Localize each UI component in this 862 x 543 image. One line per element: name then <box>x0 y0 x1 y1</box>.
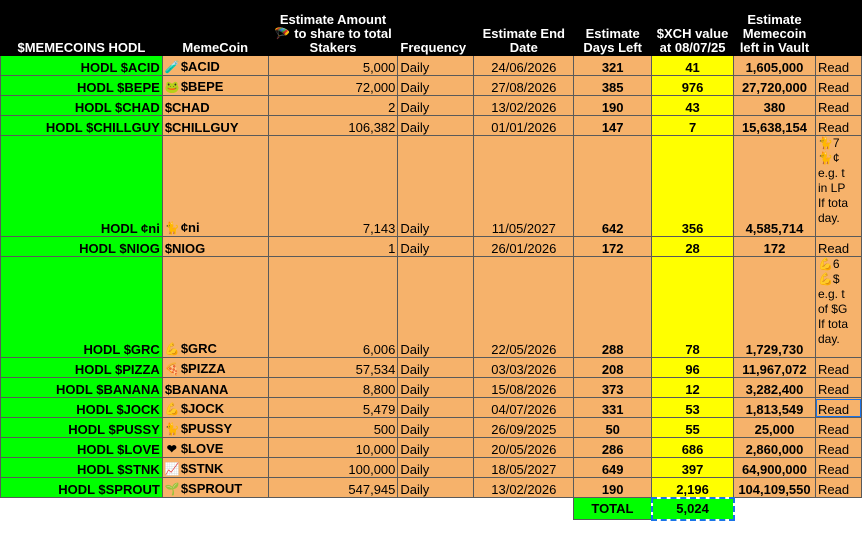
memecoin-cell[interactable] <box>162 478 268 498</box>
heart-icon: ❤ <box>166 442 177 456</box>
memecoin-cell[interactable] <box>162 116 268 136</box>
cat-icon: 🐈 <box>817 151 833 165</box>
note-text: $ <box>832 272 840 286</box>
header-hodl[interactable]: $MEMECOINS HODL <box>1 1 163 56</box>
notes-cell[interactable]: Read <box>815 96 861 116</box>
memecoin-label: $CHAD <box>164 100 210 115</box>
amount-cell[interactable]: 8,800 <box>268 378 398 398</box>
end-date-cell[interactable]: 13/02/2026 <box>474 478 574 498</box>
xch-value-cell[interactable]: 43 <box>652 96 734 116</box>
hodl-cell[interactable]: HODL $NIOG <box>1 237 163 257</box>
hodl-cell[interactable]: HODL $BEPE <box>1 76 163 96</box>
end-date-cell[interactable]: 22/05/2026 <box>474 257 574 358</box>
frequency-cell[interactable]: Daily <box>398 96 474 116</box>
xch-value-cell[interactable]: 686 <box>652 438 734 458</box>
memecoin-left-cell[interactable]: 2,860,000 <box>734 438 816 458</box>
memecoin-cell[interactable] <box>162 398 268 418</box>
table-row <box>1 116 862 136</box>
memecoin-cell[interactable] <box>162 257 268 358</box>
amount-cell[interactable]: 500 <box>268 418 398 438</box>
memecoin-label: $JOCK <box>180 401 225 416</box>
hodl-cell[interactable]: HODL $BANANA <box>1 378 163 398</box>
memecoin-label: $CHILLGUY <box>164 120 239 135</box>
amount-cell[interactable]: 106,382 <box>268 116 398 136</box>
frequency-cell[interactable]: Daily <box>398 116 474 136</box>
memecoin-label: $PIZZA <box>180 361 226 376</box>
end-date-cell[interactable]: 24/06/2026 <box>474 56 574 76</box>
hodl-cell[interactable]: HODL $SPROUT <box>1 478 163 498</box>
memecoin-label: $GRC <box>180 341 217 356</box>
memecoin-left-cell[interactable]: 64,900,000 <box>734 458 816 478</box>
table-row <box>1 478 862 498</box>
memecoin-cell[interactable] <box>162 136 268 237</box>
memecoin-cell[interactable] <box>162 237 268 257</box>
memecoin-cell[interactable] <box>162 358 268 378</box>
xch-value-cell[interactable]: 976 <box>652 76 734 96</box>
table-row <box>1 96 862 116</box>
days-left-cell[interactable]: 288 <box>574 257 652 358</box>
xch-value-cell[interactable]: 78 <box>652 257 734 358</box>
frequency-cell[interactable]: Daily <box>398 237 474 257</box>
table-row <box>1 257 862 358</box>
hodl-cell[interactable]: HODL $JOCK <box>1 398 163 418</box>
frequency-cell[interactable]: Daily <box>398 418 474 438</box>
amount-cell[interactable]: 72,000 <box>268 76 398 96</box>
notes-cell[interactable] <box>815 136 861 237</box>
flexed-arm-icon: 💪 <box>164 402 180 416</box>
end-date-cell[interactable]: 13/02/2026 <box>474 96 574 116</box>
notes-cell[interactable]: Read <box>815 438 861 458</box>
memecoin-cell[interactable] <box>162 96 268 116</box>
total-value[interactable]: 5,024 <box>652 498 734 520</box>
days-left-cell[interactable]: 147 <box>574 116 652 136</box>
hodl-cell[interactable]: HODL $CHAD <box>1 96 163 116</box>
frequency-cell[interactable]: Daily <box>398 458 474 478</box>
flexed-arm-icon: 💪 <box>164 342 180 356</box>
days-left-cell[interactable]: 373 <box>574 378 652 398</box>
pizza-icon: 🍕 <box>164 362 180 376</box>
amount-cell[interactable]: 10,000 <box>268 438 398 458</box>
cat-icon: 🐈 <box>817 136 833 150</box>
notes-cell[interactable]: Read <box>815 76 861 96</box>
amount-cell[interactable]: 5,479 <box>268 398 398 418</box>
header-memecoin-left[interactable]: Estimate Memecoin left in Vault <box>734 1 816 56</box>
notes-cell[interactable]: Read <box>815 116 861 136</box>
amount-cell[interactable]: 57,534 <box>268 358 398 378</box>
end-date-cell[interactable]: 01/01/2026 <box>474 116 574 136</box>
notes-cell[interactable]: Read <box>815 56 861 76</box>
hodl-cell[interactable]: HODL $ACID <box>1 56 163 76</box>
xch-value-cell[interactable]: 53 <box>652 398 734 418</box>
header-estimate-amount-line3: Stakers <box>309 40 357 55</box>
note-text: ¢ <box>832 151 840 165</box>
note-text: 6 <box>832 257 840 271</box>
table-row <box>1 438 862 458</box>
amount-cell[interactable]: 1 <box>268 237 398 257</box>
table-row <box>1 418 862 438</box>
frequency-cell[interactable]: Daily <box>398 358 474 378</box>
sprout-icon: 🌱 <box>164 482 180 496</box>
end-date-cell[interactable]: 18/05/2027 <box>474 458 574 478</box>
amount-cell[interactable]: 5,000 <box>268 56 398 76</box>
memecoin-label: $ACID <box>180 59 220 74</box>
table-row <box>1 398 862 418</box>
xch-value-cell[interactable]: 41 <box>652 56 734 76</box>
note-text: If tota <box>817 317 848 331</box>
memecoin-left-cell[interactable]: 4,585,714 <box>734 136 816 237</box>
memecoin-left-cell[interactable]: 3,282,400 <box>734 378 816 398</box>
memecoin-left-cell[interactable]: 1,605,000 <box>734 56 816 76</box>
memecoin-left-cell[interactable]: 27,720,000 <box>734 76 816 96</box>
days-left-cell[interactable]: 331 <box>574 398 652 418</box>
amount-cell[interactable]: 100,000 <box>268 458 398 478</box>
note-text: e.g. t <box>817 287 845 301</box>
memecoin-cell[interactable] <box>162 418 268 438</box>
end-date-cell[interactable]: 15/08/2026 <box>474 378 574 398</box>
memecoin-left-cell[interactable]: 1,729,730 <box>734 257 816 358</box>
memecoin-label: $STNK <box>180 461 224 476</box>
flexed-arm-icon: 💪 <box>817 272 833 286</box>
xch-value-cell[interactable]: 96 <box>652 358 734 378</box>
end-date-cell[interactable]: 27/08/2026 <box>474 76 574 96</box>
cat-icon: 🐈 <box>164 221 180 235</box>
xch-value-cell[interactable]: 356 <box>652 136 734 237</box>
end-date-cell[interactable]: 20/05/2026 <box>474 438 574 458</box>
memecoin-label: $NIOG <box>164 241 206 256</box>
table-row <box>1 56 862 76</box>
table-row <box>1 237 862 257</box>
frog-icon: 🐸 <box>164 80 180 94</box>
memecoin-left-cell[interactable]: 172 <box>734 237 816 257</box>
notes-cell[interactable]: Read <box>815 237 861 257</box>
frequency-cell[interactable]: Daily <box>398 378 474 398</box>
memecoin-cell[interactable] <box>162 438 268 458</box>
memecoin-left-cell[interactable]: 15,638,154 <box>734 116 816 136</box>
amount-cell[interactable]: 547,945 <box>268 478 398 498</box>
days-left-cell[interactable]: 190 <box>574 96 652 116</box>
frequency-cell[interactable]: Daily <box>398 438 474 458</box>
xch-value-cell[interactable]: 7 <box>652 116 734 136</box>
header-estimate-amount-line2: to share to total <box>294 26 392 41</box>
hodl-cell[interactable]: HODL $LOVE <box>1 438 163 458</box>
hodl-cell[interactable]: HODL $PUSSY <box>1 418 163 438</box>
table-body <box>1 56 862 498</box>
note-text: in LP <box>817 181 846 195</box>
hodl-cell[interactable]: HODL $PIZZA <box>1 358 163 378</box>
xch-value-cell[interactable]: 2,196 <box>652 478 734 498</box>
end-date-cell[interactable]: 04/07/2026 <box>474 398 574 418</box>
table-row <box>1 76 862 96</box>
memecoin-left-cell[interactable]: 25,000 <box>734 418 816 438</box>
days-left-cell[interactable]: 321 <box>574 56 652 76</box>
header-estimate-amount-line1: Estimate Amount <box>279 12 387 27</box>
flexed-arm-icon: 💪 <box>817 257 833 271</box>
xch-value-cell[interactable]: 12 <box>652 378 734 398</box>
memecoin-left-cell[interactable]: 1,813,549 <box>734 398 816 418</box>
notes-cell[interactable]: Read <box>815 478 861 498</box>
memecoin-label: $BANANA <box>164 382 229 397</box>
header-memecoin[interactable]: MemeCoin <box>162 1 268 56</box>
amount-cell[interactable]: 7,143 <box>268 136 398 237</box>
frequency-cell[interactable]: Daily <box>398 478 474 498</box>
days-left-cell[interactable]: 642 <box>574 136 652 237</box>
memecoin-cell[interactable] <box>162 458 268 478</box>
memecoin-label: ¢ni <box>180 220 200 235</box>
memecoin-left-cell[interactable]: 380 <box>734 96 816 116</box>
memecoin-label: $BEPE <box>180 79 224 94</box>
memecoin-cell[interactable] <box>162 76 268 96</box>
table-row <box>1 358 862 378</box>
memecoin-left-cell[interactable]: 104,109,550 <box>734 478 816 498</box>
header-frequency[interactable]: Frequency <box>398 1 474 56</box>
days-left-cell[interactable]: 172 <box>574 237 652 257</box>
test-tube-icon: 🧪 <box>164 60 180 74</box>
hodl-cell[interactable]: HODL ¢ni <box>1 136 163 237</box>
end-date-cell[interactable]: 11/05/2027 <box>474 136 574 237</box>
end-date-cell[interactable]: 03/03/2026 <box>474 358 574 378</box>
hodl-cell[interactable]: HODL $CHILLGUY <box>1 116 163 136</box>
table-row <box>1 378 862 398</box>
memecoin-label: $PUSSY <box>180 421 233 436</box>
days-left-cell[interactable]: 50 <box>574 418 652 438</box>
xch-value-cell[interactable]: 28 <box>652 237 734 257</box>
days-left-cell[interactable]: 385 <box>574 76 652 96</box>
days-left-cell[interactable]: 286 <box>574 438 652 458</box>
note-text: If tota <box>817 196 848 210</box>
days-left-cell[interactable]: 649 <box>574 458 652 478</box>
header-end-date[interactable]: Estimate End Date <box>474 1 574 56</box>
note-text: day. <box>817 211 840 225</box>
notes-cell[interactable]: Read <box>815 378 861 398</box>
memecoin-label: $SPROUT <box>180 481 243 496</box>
note-text: 7 <box>832 136 840 150</box>
end-date-cell[interactable]: 26/09/2025 <box>474 418 574 438</box>
header-notes[interactable] <box>815 1 861 56</box>
hodl-cell[interactable]: HODL $STNK <box>1 458 163 478</box>
frequency-cell[interactable]: Daily <box>398 136 474 237</box>
notes-cell[interactable]: Read <box>815 398 861 418</box>
end-date-cell[interactable]: 26/01/2026 <box>474 237 574 257</box>
note-text: day. <box>817 332 840 346</box>
notes-cell[interactable] <box>815 257 861 358</box>
memecoin-left-cell[interactable]: 11,967,072 <box>734 358 816 378</box>
frequency-cell[interactable]: Daily <box>398 76 474 96</box>
amount-cell[interactable]: 2 <box>268 96 398 116</box>
hodl-cell[interactable]: HODL $GRC <box>1 257 163 358</box>
notes-cell[interactable]: Read <box>815 358 861 378</box>
header-xch-value[interactable]: $XCH value at 08/07/25 <box>652 1 734 56</box>
table-row <box>1 136 862 237</box>
memecoin-label: $LOVE <box>180 441 224 456</box>
header-days-left[interactable]: Estimate Days Left <box>574 1 652 56</box>
frequency-cell[interactable]: Daily <box>398 257 474 358</box>
note-text: e.g. t <box>817 166 845 180</box>
amount-cell[interactable]: 6,006 <box>268 257 398 358</box>
table-row <box>1 458 862 478</box>
total-row <box>1 498 862 520</box>
parachute-icon: 🪂 <box>274 26 291 41</box>
cat-icon: 🐈 <box>164 422 180 436</box>
chart-icon: 📈 <box>164 462 180 476</box>
days-left-cell[interactable]: 190 <box>574 478 652 498</box>
total-label[interactable]: TOTAL <box>574 498 652 520</box>
xch-value-cell[interactable]: 55 <box>652 418 734 438</box>
memecoin-cell[interactable] <box>162 56 268 76</box>
days-left-cell[interactable]: 208 <box>574 358 652 378</box>
header-estimate-amount[interactable] <box>268 1 398 56</box>
frequency-cell[interactable]: Daily <box>398 398 474 418</box>
memecoin-cell[interactable] <box>162 378 268 398</box>
notes-cell[interactable]: Read <box>815 458 861 478</box>
xch-value-cell[interactable]: 397 <box>652 458 734 478</box>
frequency-cell[interactable]: Daily <box>398 56 474 76</box>
notes-cell[interactable]: Read <box>815 418 861 438</box>
note-text: of $G <box>817 302 848 316</box>
